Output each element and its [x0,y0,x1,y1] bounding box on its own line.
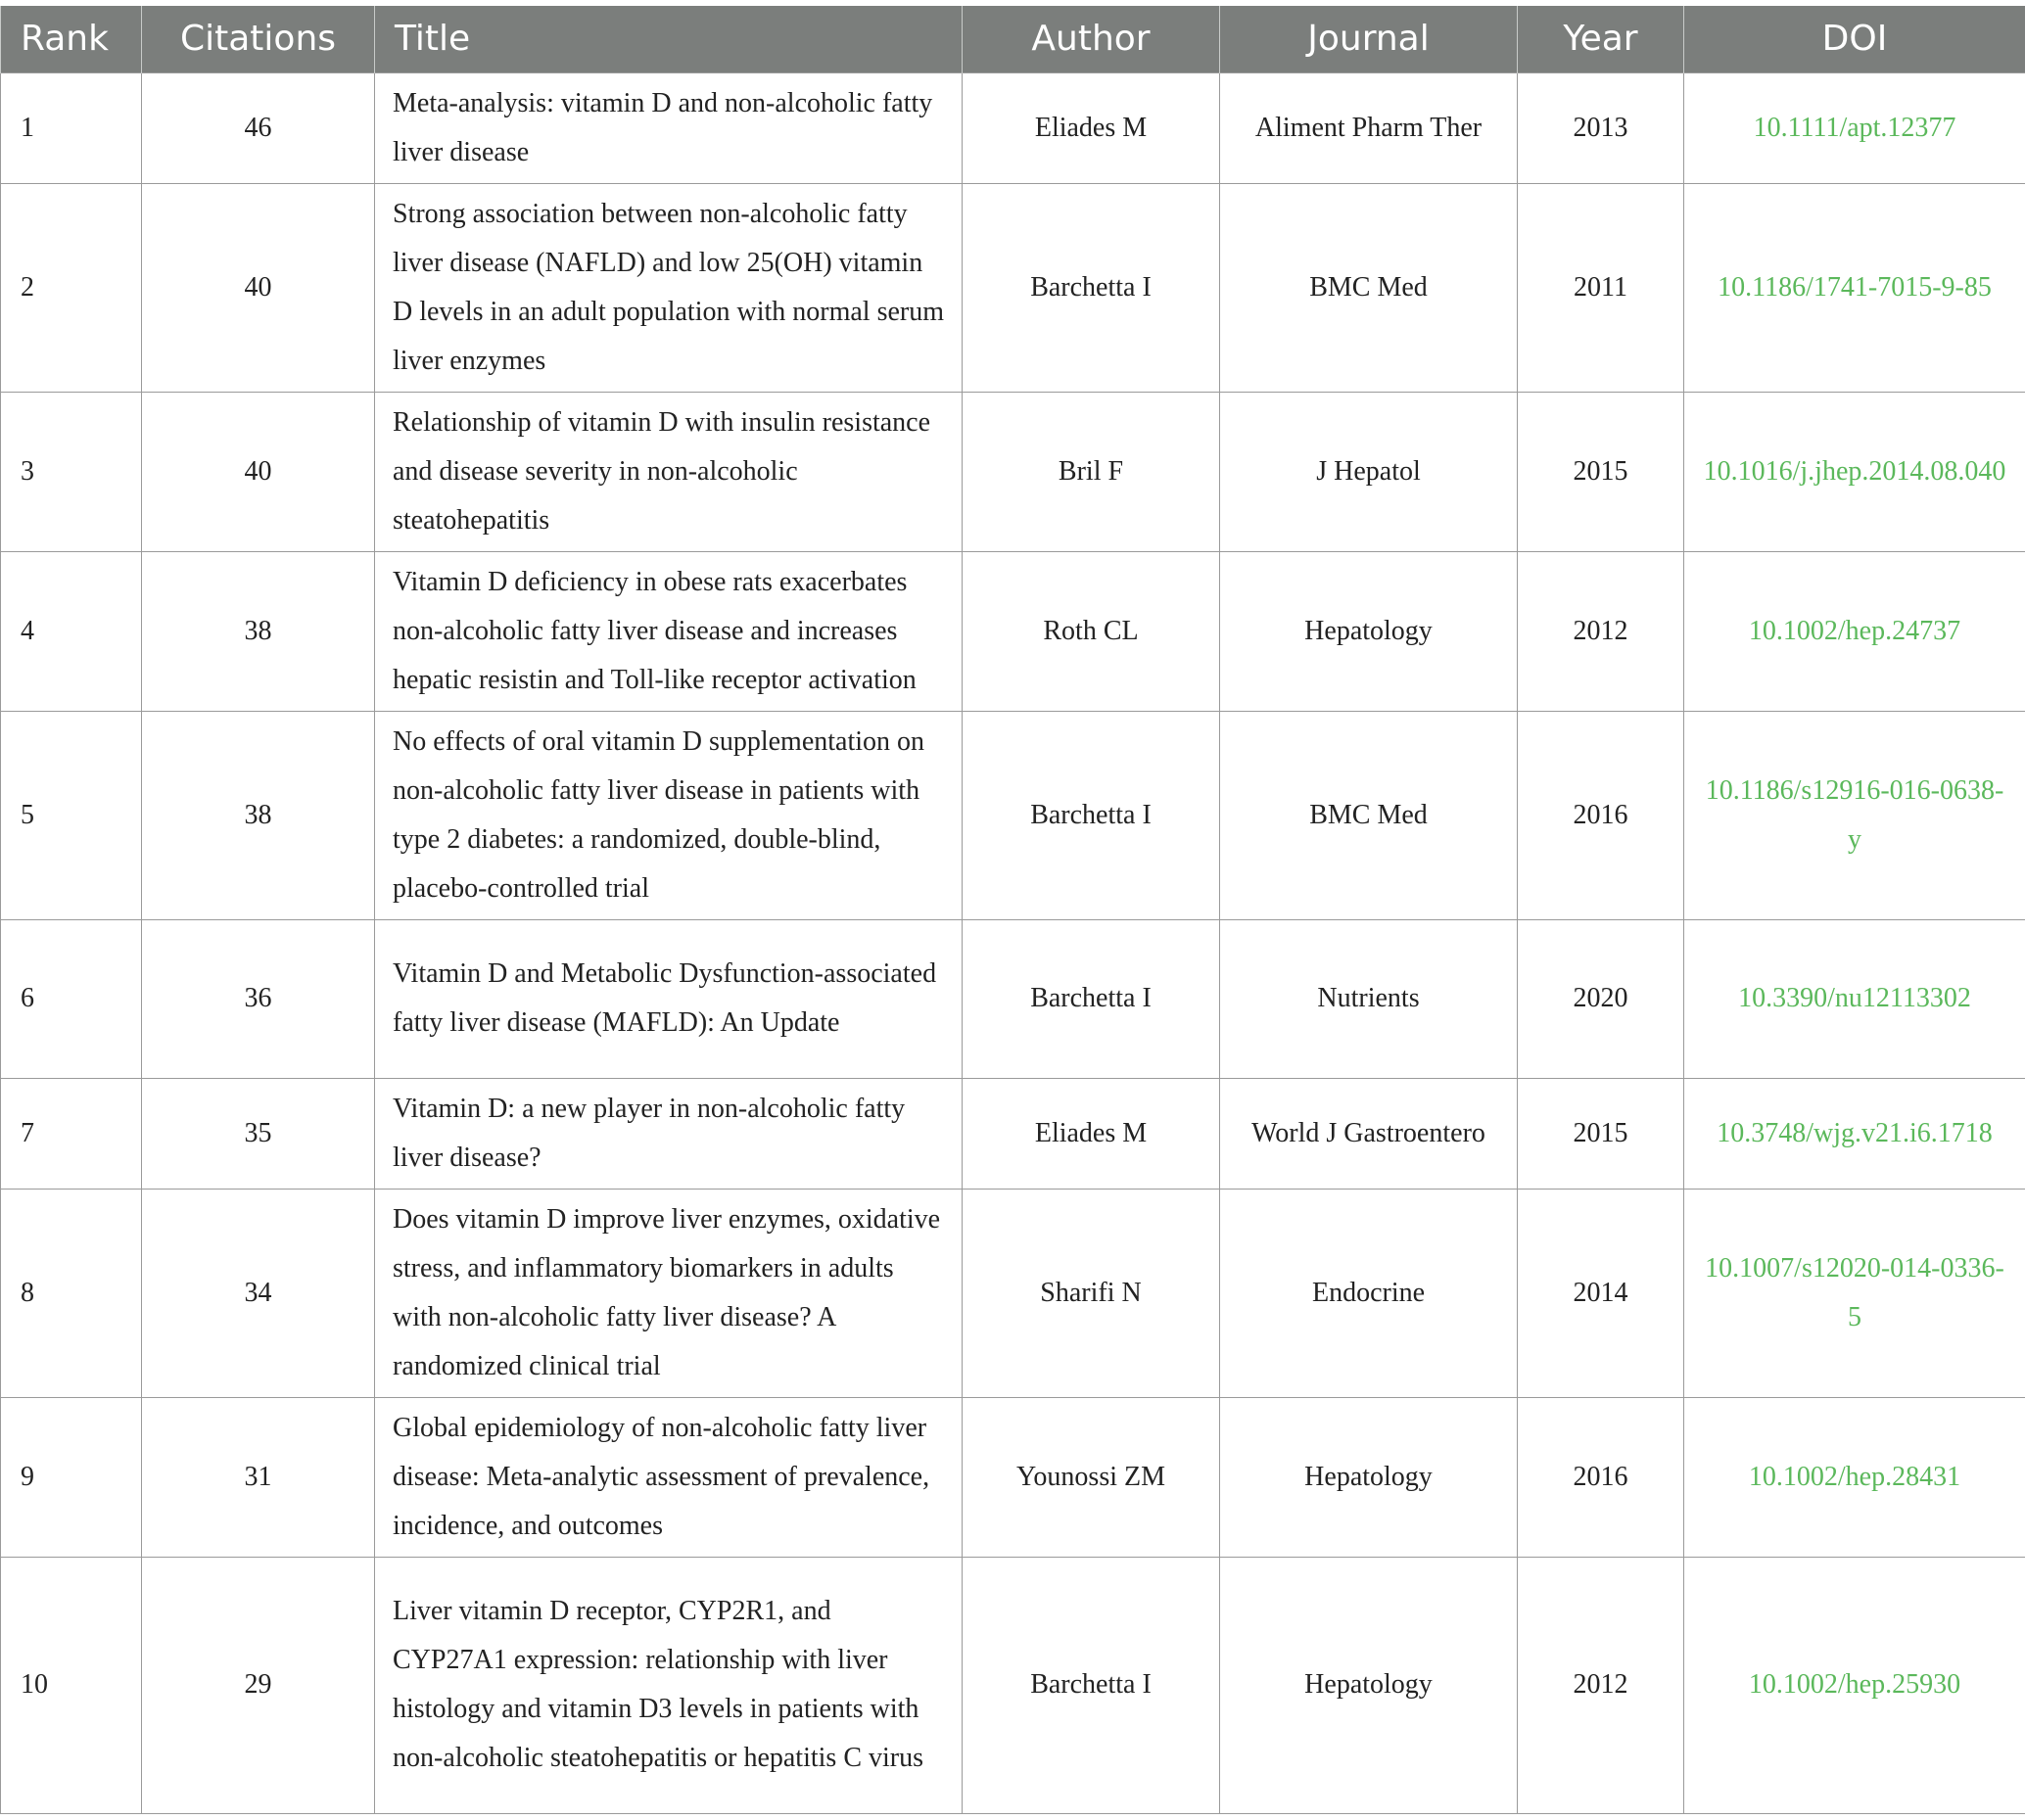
citations-cell: 40 [142,392,375,551]
year-cell: 2011 [1518,183,1684,392]
rank-cell: 3 [1,392,142,551]
citations-cell: 36 [142,919,375,1078]
doi-cell [1684,1557,2025,1813]
table-row [1,1397,2025,1557]
year-cell: 2020 [1518,919,1684,1078]
title-cell: Vitamin D deficiency in obese rats exacerbates non-alcoholic fatty liver disease and increases hepatic resistin and Toll-like receptor activation [375,551,963,711]
rank-cell: 8 [1,1189,142,1397]
header-citations: Citations [142,6,375,72]
rank-cell: 2 [1,183,142,392]
table-row [1,551,2025,711]
header-row [1,6,2025,72]
doi-link[interactable]: 10.3390/nu12113302 [1738,983,1971,1013]
year-cell: 2016 [1518,711,1684,919]
title-cell: Liver vitamin D receptor, CYP2R1, and CYP27A1 expression: relationship with liver histology and vitamin D3 levels in patients with non-alcoholic steatohepatitis or hepatitis C virus [375,1557,963,1813]
doi-link[interactable]: 10.1186/s12916-016-0638-y [1705,774,2004,855]
header-rank: Rank [1,6,142,72]
citations-cell: 35 [142,1078,375,1189]
journal-cell: J Hepatol [1220,392,1518,551]
journal-cell: Hepatology [1220,551,1518,711]
year-cell: 2012 [1518,551,1684,711]
citations-cell: 40 [142,183,375,392]
author-cell: Eliades M [963,1078,1220,1189]
year-cell: 2014 [1518,1189,1684,1397]
author-cell: Bril F [963,392,1220,551]
doi-cell [1684,919,2025,1078]
journal-cell: Nutrients [1220,919,1518,1078]
rank-cell: 10 [1,1557,142,1813]
author-cell: Barchetta I [963,183,1220,392]
author-cell: Roth CL [963,551,1220,711]
rank-cell: 4 [1,551,142,711]
table-row [1,1189,2025,1397]
citations-cell: 31 [142,1397,375,1557]
author-cell: Barchetta I [963,1557,1220,1813]
doi-cell [1684,1078,2025,1189]
citations-cell: 29 [142,1557,375,1813]
journal-cell: Aliment Pharm Ther [1220,72,1518,183]
doi-cell [1684,1397,2025,1557]
journal-cell: Hepatology [1220,1557,1518,1813]
rank-cell: 5 [1,711,142,919]
title-cell: Does vitamin D improve liver enzymes, oxidative stress, and inflammatory biomarkers in adults with non-alcoholic fatty liver disease? A randomized clinical trial [375,1189,963,1397]
citations-cell: 38 [142,551,375,711]
author-cell: Younossi ZM [963,1397,1220,1557]
citations-cell: 46 [142,72,375,183]
title-cell: Meta-analysis: vitamin D and non-alcoholic fatty liver disease [375,72,963,183]
doi-link[interactable]: 10.1002/hep.24737 [1748,615,1961,646]
year-cell: 2016 [1518,1397,1684,1557]
doi-link[interactable]: 10.1002/hep.28431 [1748,1461,1961,1492]
doi-link[interactable]: 10.1007/s12020-014-0336-5 [1705,1252,2004,1332]
table-row [1,919,2025,1078]
header-journal: Journal [1220,6,1518,72]
table-body [1,72,2025,1813]
doi-link[interactable]: 10.3748/wjg.v21.i6.1718 [1717,1117,1993,1148]
table-row [1,72,2025,183]
citations-cell: 38 [142,711,375,919]
doi-cell [1684,551,2025,711]
table-header [1,6,2025,72]
author-cell: Eliades M [963,72,1220,183]
header-doi: DOI [1684,6,2025,72]
header-title: Title [375,6,963,72]
title-cell: Vitamin D: a new player in non-alcoholic fatty liver disease? [375,1078,963,1189]
citations-table [0,6,2025,1814]
author-cell: Sharifi N [963,1189,1220,1397]
journal-cell: World J Gastroentero [1220,1078,1518,1189]
year-cell: 2015 [1518,1078,1684,1189]
table-row [1,1078,2025,1189]
author-cell: Barchetta I [963,919,1220,1078]
journal-cell: BMC Med [1220,711,1518,919]
header-year: Year [1518,6,1684,72]
doi-cell [1684,1189,2025,1397]
doi-cell [1684,72,2025,183]
title-cell: Global epidemiology of non-alcoholic fatty liver disease: Meta-analytic assessment of prevalence, incidence, and outcomes [375,1397,963,1557]
table-row [1,183,2025,392]
title-cell: No effects of oral vitamin D supplementation on non-alcoholic fatty liver disease in patients with type 2 diabetes: a randomized, double-blind, placebo-controlled trial [375,711,963,919]
title-cell: Relationship of vitamin D with insulin resistance and disease severity in non-alcoholic steatohepatitis [375,392,963,551]
table-row [1,1557,2025,1813]
doi-link[interactable]: 10.1016/j.jhep.2014.08.040 [1703,455,2006,487]
rank-cell: 7 [1,1078,142,1189]
rank-cell: 6 [1,919,142,1078]
rank-cell: 1 [1,72,142,183]
rank-cell: 9 [1,1397,142,1557]
author-cell: Barchetta I [963,711,1220,919]
doi-cell [1684,392,2025,551]
doi-cell [1684,183,2025,392]
journal-cell: Endocrine [1220,1189,1518,1397]
header-author: Author [963,6,1220,72]
title-cell: Vitamin D and Metabolic Dysfunction-associated fatty liver disease (MAFLD): An Update [375,919,963,1078]
doi-link[interactable]: 10.1186/1741-7015-9-85 [1718,271,1992,303]
doi-link[interactable]: 10.1002/hep.25930 [1748,1669,1961,1700]
journal-cell: Hepatology [1220,1397,1518,1557]
doi-cell [1684,711,2025,919]
table-row [1,392,2025,551]
journal-cell: BMC Med [1220,183,1518,392]
table-row [1,711,2025,919]
year-cell: 2015 [1518,392,1684,551]
citations-cell: 34 [142,1189,375,1397]
title-cell: Strong association between non-alcoholic fatty liver disease (NAFLD) and low 25(OH) vitamin D levels in an adult population with normal serum liver enzymes [375,183,963,392]
year-cell: 2012 [1518,1557,1684,1813]
year-cell: 2013 [1518,72,1684,183]
doi-link[interactable]: 10.1111/apt.12377 [1753,112,1956,143]
